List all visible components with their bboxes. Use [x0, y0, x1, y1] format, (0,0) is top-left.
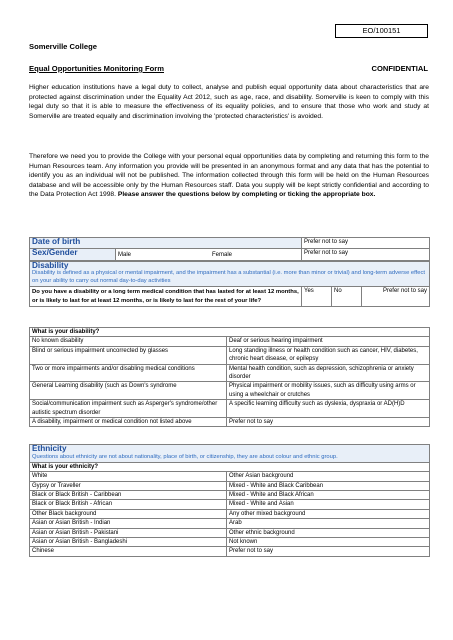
ethnicity-row	[30, 500, 430, 509]
sex-pnts-label: Prefer not to say	[304, 250, 349, 256]
ethnicity-option[interactable]: Other Asian background	[227, 472, 430, 481]
sex-row	[30, 249, 430, 261]
ethnicity-options	[30, 472, 430, 557]
dob-pnts-option[interactable]	[302, 238, 430, 249]
intro-paragraph-2-text: Therefore we need you to provide the College with your personal equal opportunities data by completing and returning this form to the Human Resources team. Any information you provide will be presented in an anonymous format and any data that has the potential to identify you as an individual will not be published. The information collected through this form will be held on the Human Resources database and will be accessible only by the Human Resources staff. Data you supply will be kept strictly confidential and according to the Data Protection Act 1998.	[29, 153, 429, 199]
dob-label: Date of birth	[32, 237, 81, 246]
disability-question-table	[29, 261, 430, 307]
disability-option[interactable]: A specific learning difficulty such as dyslexia, dyspraxia or AD(H)D	[227, 400, 430, 418]
disability-option[interactable]: Mental health condition, such as depression, schizophrenia or anxiety disorder	[227, 364, 430, 382]
ethnicity-row	[30, 481, 430, 490]
ethnicity-row	[30, 472, 430, 481]
ethnicity-option[interactable]: Any other mixed background	[227, 509, 430, 518]
disability-question-row	[30, 287, 430, 307]
disability-option[interactable]: Social/communication impairment such as Asperger's syndrome/other autistic spectrum disorder	[30, 400, 227, 418]
ethnicity-note: Questions about ethnicity are not about nationality, place of birth, or citizenship, they are about colour and ethnic group.	[32, 454, 338, 461]
disability-row	[30, 418, 430, 427]
dob-field[interactable]	[30, 238, 302, 249]
disability-yes-option[interactable]	[302, 287, 332, 307]
disability-row	[30, 346, 430, 364]
ethnicity-option[interactable]: Asian or Asian British - Indian	[30, 519, 227, 528]
disability-pnts-label: Prefer not to say	[382, 288, 427, 294]
ethnicity-option[interactable]: Other Black background	[30, 509, 227, 518]
ethnicity-option[interactable]: Asian or Asian British - Bangladeshi	[30, 538, 227, 547]
intro-paragraph-1: Higher education institutions have a legal duty to collect, analyse and publish equal opportunity data about characteristics that are protected against discrimination under the Equality Act 2012, such as age, race, and disability. Somerville is keen to comply with this legal duty so that it is able to measure the effectiveness of its equality policies, and to ensure that those who work and study at Somerville are treated equally and discrimination involving the 'protected characteristics' is avoided.	[29, 84, 429, 120]
ethnicity-row	[30, 538, 430, 547]
ethnicity-option[interactable]: White	[30, 472, 227, 481]
disability-header-cell	[30, 262, 430, 287]
disability-question: Do you have a disability or a long term medical condition that has lasted for at least 12 months, or is likely to last for at least 12 months, or is likely to last for the rest of your life?	[30, 287, 302, 307]
ethnicity-type-label: What is your ethnicity?	[30, 462, 430, 471]
dob-sex-table	[29, 237, 430, 261]
disability-type-label: What is your disability?	[30, 328, 430, 337]
disability-option[interactable]: Physical impairment or mobility issues, such as difficulty using arms or using a wheelchair or crutches	[227, 382, 430, 400]
sex-inner	[30, 249, 301, 260]
disability-row	[30, 364, 430, 382]
disability-row	[30, 382, 430, 400]
disability-option[interactable]: Deaf or serious hearing impairment	[227, 337, 430, 346]
ethnicity-option[interactable]: Mixed - White and Asian	[227, 500, 430, 509]
sex-female-label: Female	[212, 252, 233, 258]
ethnicity-option[interactable]: Arab	[227, 519, 430, 528]
ethnicity-option[interactable]: Other ethnic background	[227, 528, 430, 537]
disability-options	[30, 337, 430, 427]
disability-option[interactable]: Blind or serious impairment uncorrected by glasses	[30, 346, 227, 364]
ethnicity-option[interactable]: Mixed - White and Black African	[227, 491, 430, 500]
instructions-text: Please answer the questions below by completing or ticking the appropriate box.	[117, 191, 376, 199]
sex-male-label: Male	[118, 252, 132, 258]
disability-option[interactable]: Long standing illness or health condition such as cancer, HIV, diabetes, chronic heart disease, or epilepsy	[227, 346, 430, 364]
dob-row	[30, 238, 430, 249]
ethnicity-heading: Ethnicity	[32, 444, 67, 453]
sex-male-option[interactable]	[116, 249, 210, 260]
disability-no-option[interactable]	[332, 287, 362, 307]
sex-pnts-option[interactable]	[302, 249, 430, 261]
ethnicity-option[interactable]: Black or Black British - Caribbean	[30, 491, 227, 500]
disability-option[interactable]: General Learning disability (such as Down's syndrome	[30, 382, 227, 400]
disability-row	[30, 400, 430, 418]
disability-header-row	[30, 262, 430, 287]
disability-type-header-row	[30, 328, 430, 337]
ethnicity-row	[30, 519, 430, 528]
college-name: Somerville College	[29, 42, 97, 51]
disability-option[interactable]: A disability, impairment or medical condition not listed above	[30, 418, 227, 427]
disability-pnts-option[interactable]	[362, 287, 430, 307]
ethnicity-option[interactable]: Prefer not to say	[227, 547, 430, 556]
confidential-label: CONFIDENTIAL	[371, 64, 428, 73]
form-title: Equal Opportunities Monitoring Form	[29, 64, 164, 73]
ethnicity-type-header-row	[30, 462, 430, 471]
disability-heading: Disability	[32, 261, 69, 270]
ethnicity-row	[30, 547, 430, 556]
disability-option[interactable]: No known disability	[30, 337, 227, 346]
ethnicity-option[interactable]: Asian or Asian British - Pakistani	[30, 528, 227, 537]
ethnicity-row	[30, 528, 430, 537]
ethnicity-header-cell	[30, 445, 430, 463]
disability-row	[30, 337, 430, 346]
ethnicity-table	[29, 444, 430, 557]
disability-option[interactable]: Prefer not to say	[227, 418, 430, 427]
sex-cell	[30, 249, 302, 261]
sex-label-cell	[30, 249, 116, 260]
ethnicity-option[interactable]: Chinese	[30, 547, 227, 556]
ethnicity-row	[30, 491, 430, 500]
ethnicity-option[interactable]: Not known	[227, 538, 430, 547]
disability-no-label: No	[334, 288, 342, 294]
sex-label: Sex/Gender	[32, 248, 78, 257]
ethnicity-row	[30, 509, 430, 518]
dob-pnts-label: Prefer not to say	[304, 239, 349, 245]
ethnicity-option[interactable]: Mixed - White and Black Caribbean	[227, 481, 430, 490]
disability-yes-label: Yes	[304, 288, 314, 294]
intro-paragraph-2	[29, 152, 429, 200]
disability-definition: Disability is defined as a physical or mental impairment, and the impairment has a substantial (i.e. more than minor or trivial) and long-term adverse effect on your ability to carry out normal day-to-day activities	[32, 270, 425, 285]
ethnicity-option[interactable]: Black or Black British - African	[30, 500, 227, 509]
disability-option[interactable]: Two or more impairments and/or disabling medical conditions	[30, 364, 227, 382]
ethnicity-option[interactable]: Gypsy or Traveller	[30, 481, 227, 490]
ethnicity-header-row	[30, 445, 430, 463]
reference-number: EO/100151	[335, 24, 428, 38]
disability-type-table	[29, 327, 430, 427]
sex-female-option[interactable]	[210, 249, 301, 260]
